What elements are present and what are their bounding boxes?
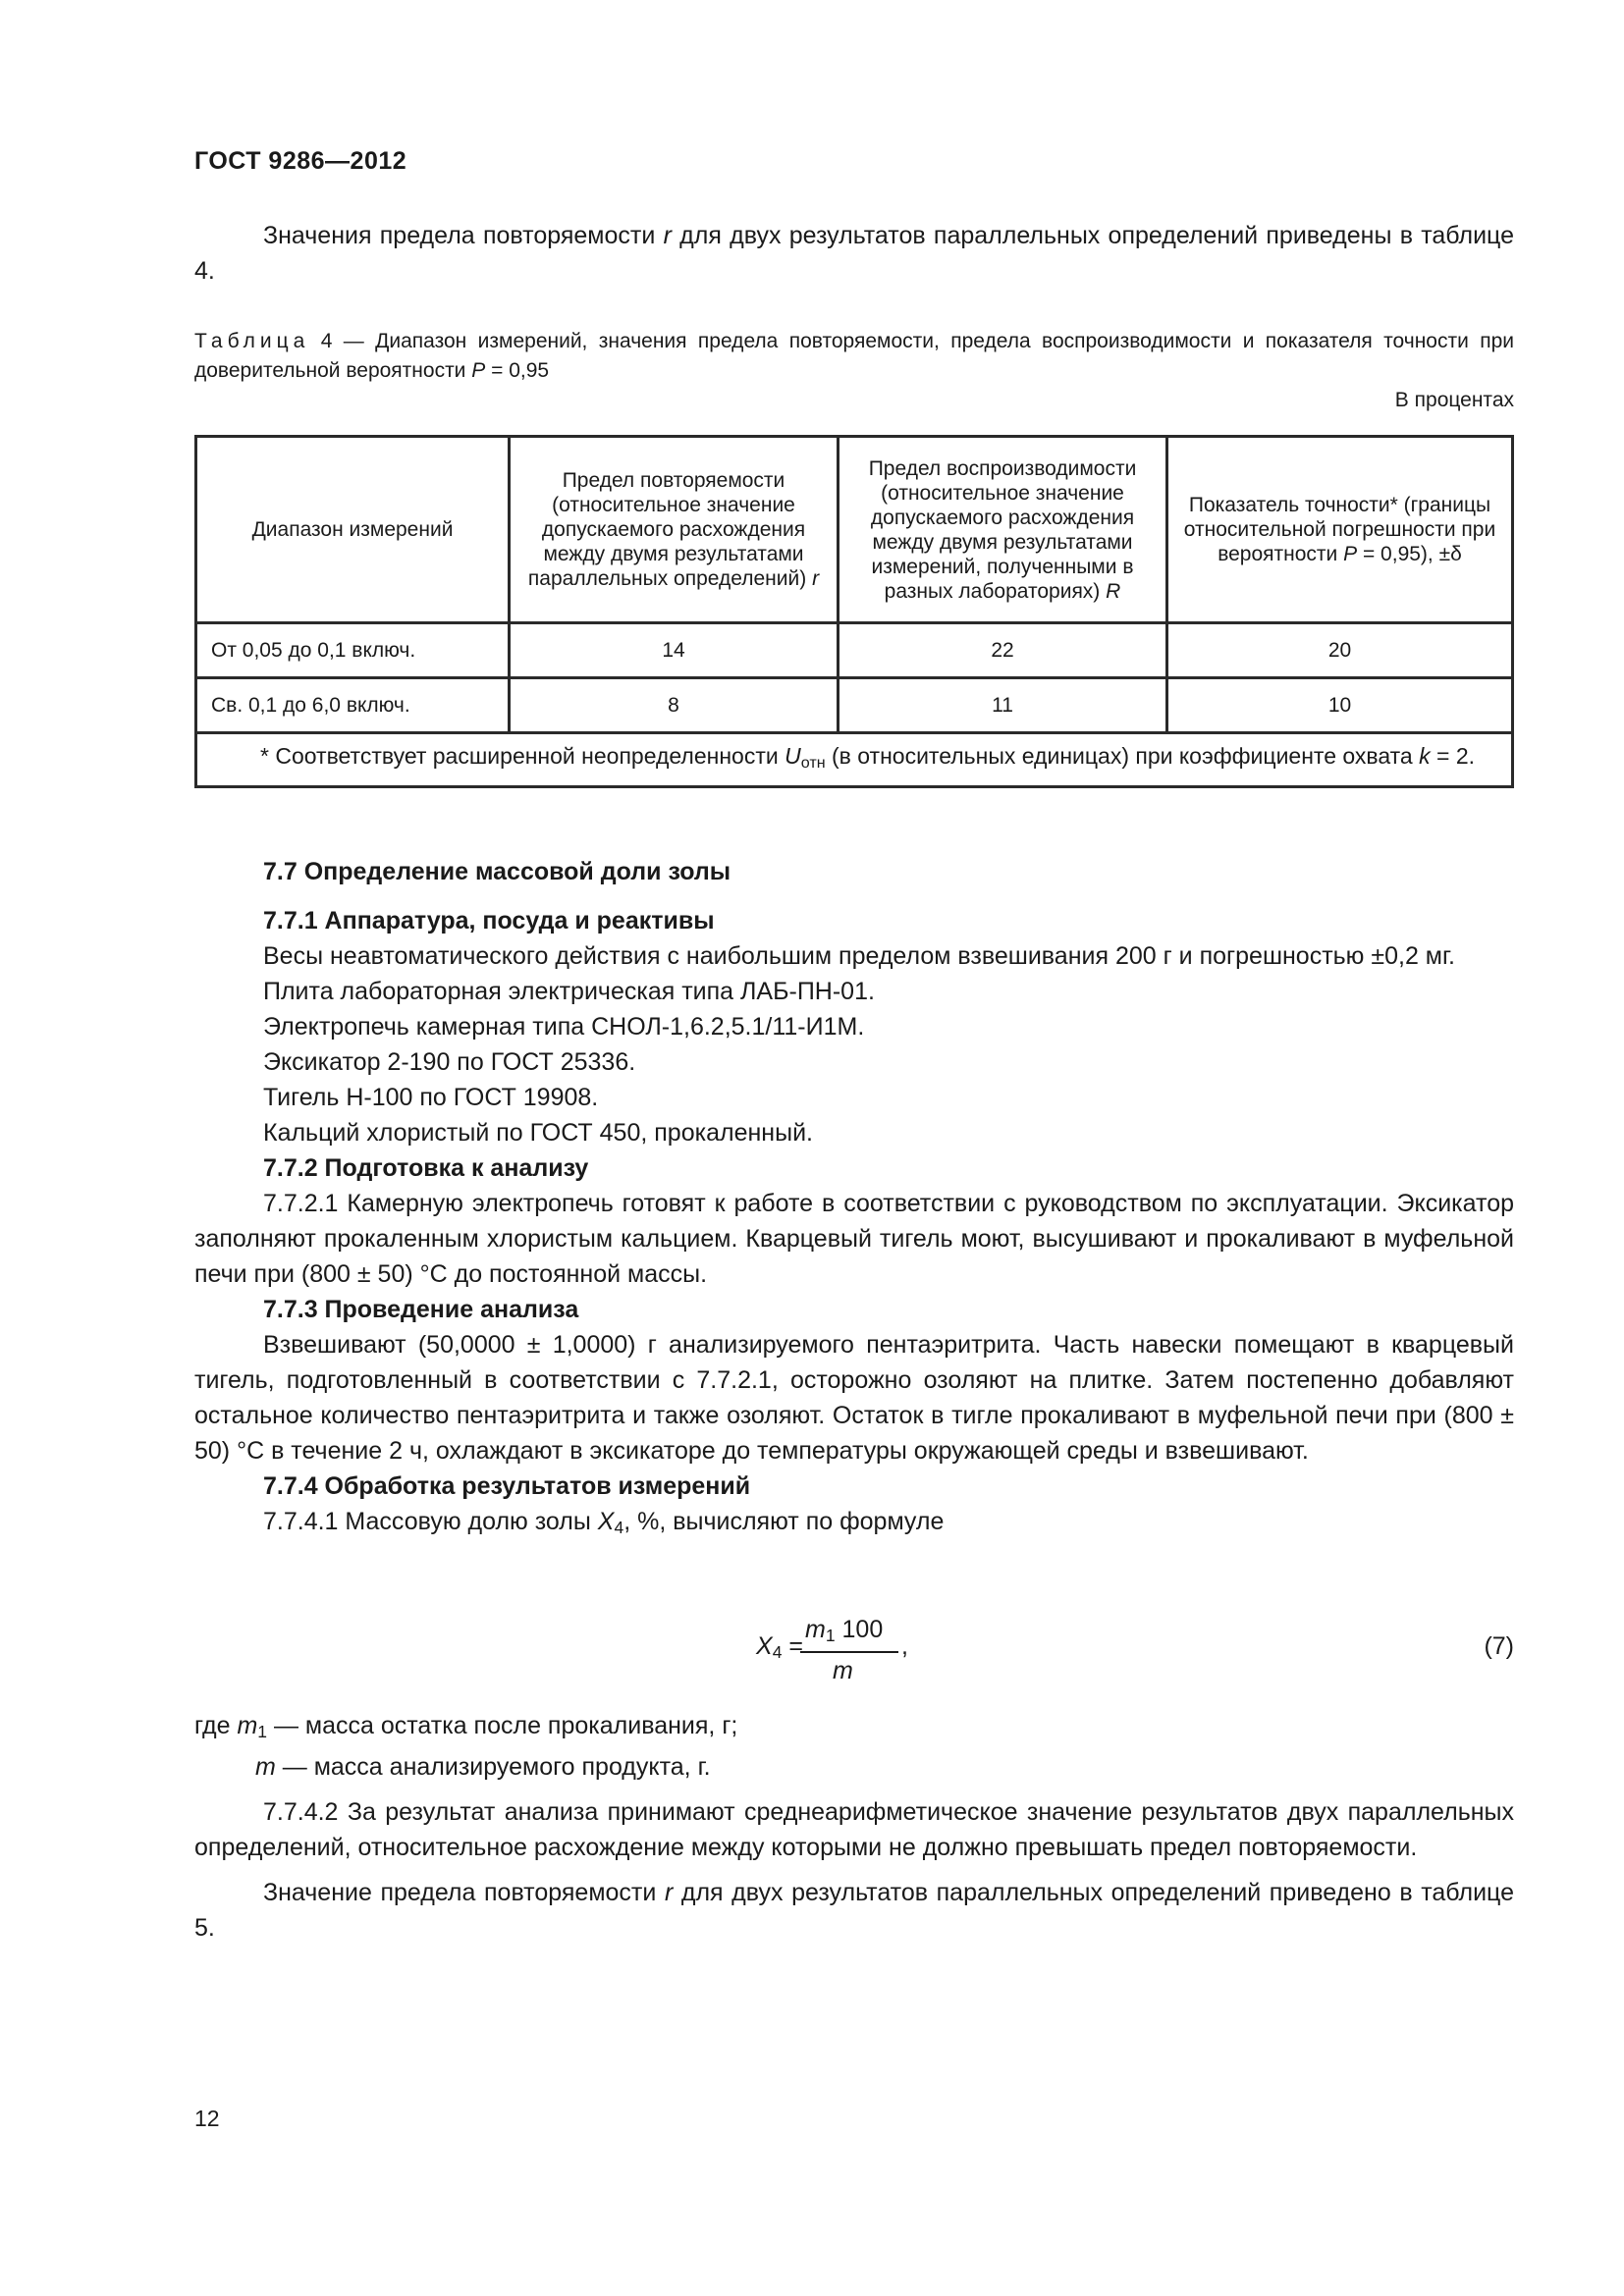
closing-paragraph: Значение предела повторяемости r для двух результатов параллельных определений приведено в таблице 5. xyxy=(194,1879,1514,1942)
list-item: Тигель Н-100 по ГОСТ 19908. xyxy=(263,1084,599,1111)
document-header: ГОСТ 9286—2012 xyxy=(194,147,407,175)
formula-number: (7) xyxy=(1484,1632,1514,1660)
table-header-row xyxy=(196,437,1513,623)
list-item: Кальций хлористый по ГОСТ 450, прокаленный. xyxy=(263,1119,813,1147)
header-accuracy: Показатель точности* (границы относительной погрешности при вероятности P = 0,95), ±δ xyxy=(1167,437,1513,623)
intro-paragraph: Значения предела повторяемости r для двух результатов параллельных определений приведены в таблице 4. xyxy=(194,222,1514,285)
section-7-7-4-1-text: 7.7.4.1 Массовую долю золы $X_4$, %, вычисляют по формуле xyxy=(263,1508,945,1537)
formula-legend xyxy=(194,1708,1514,1946)
page-number: 12 xyxy=(194,2106,220,2131)
legend-m: m — масса анализируемого продукта, г. xyxy=(255,1753,711,1781)
formula-numerator: $m_1$ 100 xyxy=(805,1616,884,1645)
list-item: Плита лабораторная электрическая типа ЛАБ-ПН-01. xyxy=(263,978,875,1005)
section-7-7-1-title: 7.7.1 Аппаратура, посуда и реактивы xyxy=(263,907,715,934)
table-4 xyxy=(194,435,1514,788)
section-7-7-4-2-text: 7.7.4.2 За результат анализа принимают среднеарифметическое значение результатов двух параллельных определений, относительное расхождение между которыми не должно превышать предел повторяемости. xyxy=(194,1798,1514,1861)
section-7-7-2-text: 7.7.2.1 Камерную электропечь готовят к работе в соответствии с руководством по эксплуатации. Эксикатор заполняют прокаленным хлористым кальцием. Кварцевый тигель моют, высушивают и прокаливают в муфельной печи при (800 ± 50) °С до постоянной массы. xyxy=(194,1190,1514,1288)
table-caption-word: Таблица xyxy=(194,330,310,352)
list-item: Эксикатор 2-190 по ГОСТ 25336. xyxy=(263,1048,636,1076)
section-7-7-2-title: 7.7.2 Подготовка к анализу xyxy=(263,1154,589,1182)
table-row: От 0,05 до 0,1 включ. 14 22 20 xyxy=(196,623,1513,678)
table-row: Св. 0,1 до 6,0 включ. 8 11 10 xyxy=(196,678,1513,733)
list-item: Весы неавтоматического действия с наибольшим пределом взвешивания 200 г и погрешностью ±0,2 мг. xyxy=(263,942,1456,970)
table-4-caption: Таблица 4 — Диапазон измерений, значения предела повторяемости, предела воспроизводимости и показателя точности при доверительной вероятности P = 0,95 xyxy=(194,330,1514,382)
section-7-7-3-title: 7.7.3 Проведение анализа xyxy=(263,1296,579,1323)
formula-lhs: $X_4$ = xyxy=(756,1632,803,1662)
section-7-7-4-title: 7.7.4 Обработка результатов измерений xyxy=(263,1472,751,1500)
equipment-list xyxy=(194,938,1514,1545)
header-range: Диапазон измерений xyxy=(196,437,510,623)
formula-7: $X_4$ = $m_1$ 100 m , (7) xyxy=(756,1616,1514,1684)
table-units: В процентах xyxy=(1394,389,1514,411)
legend-m1: где $m_1$ — масса остатка после прокаливания, г; xyxy=(194,1712,738,1741)
formula-denominator: m xyxy=(833,1657,853,1684)
list-item: Электропечь камерная типа СНОЛ-1,6.2,5.1/11-И1М. xyxy=(263,1013,865,1041)
fraction-bar xyxy=(800,1651,898,1653)
section-7-7-3-text: Взвешивают (50,0000 ± 1,0000) г анализируемого пентаэритрита. Часть навески помещают в кварцевый тигель, подготовленный в соответствии с 7.7.2.1, осторожно озоляют на плитке. Затем постепенно добавляют остальное количество пентаэритрита и также озоляют. Остаток в тигле прокаливают в муфельной печи при (800 ± 50) °С в течение 2 ч, охлаждают в эксикаторе до температуры окружающей среды и взвешивают. xyxy=(194,1331,1514,1465)
header-reproducibility: Предел воспроизводимости (относительное значение допускаемого расхождения между двумя результатами измерений, полученными в разных лабораториях) R xyxy=(839,437,1167,623)
header-repeatability: Предел повторяемости (относительное значение допускаемого расхождения между двумя результатами параллельных определений) r xyxy=(510,437,839,623)
table-note-row xyxy=(196,733,1513,787)
section-7-7-title: 7.7 Определение массовой доли золы xyxy=(263,858,731,885)
table-note: * Соответствует расширенной неопределенности $U_{отн}$ (в относительных единицах) при коэффициенте охвата k = 2. xyxy=(196,733,1513,787)
